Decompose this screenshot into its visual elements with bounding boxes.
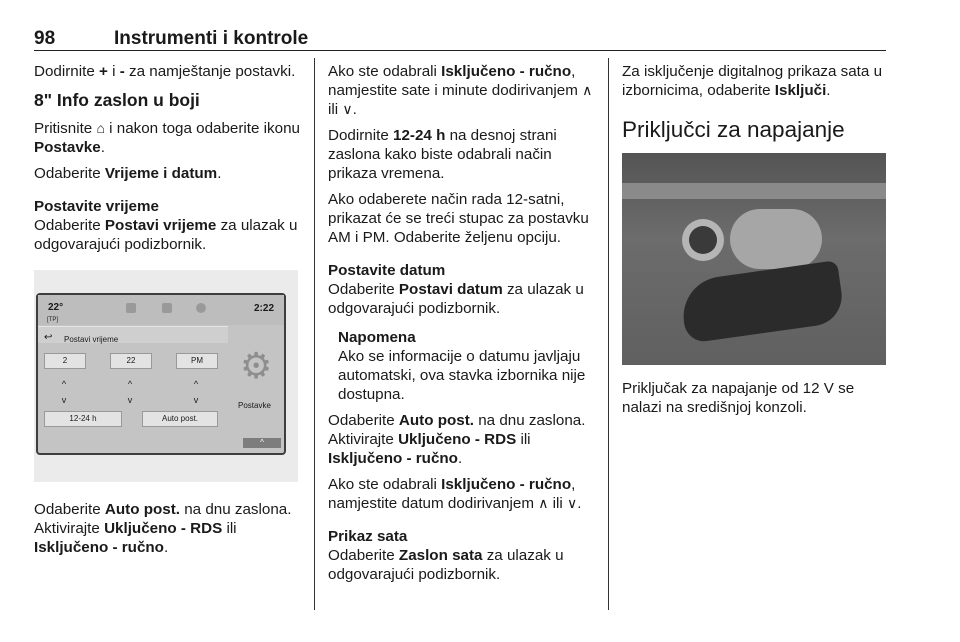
manual-date-paragraph: Ako ste odabrali Isključeno - ručno, namjestite datum dodirivanjem ∧ ili ∨. bbox=[328, 476, 582, 512]
subheading-clock-display: Prikaz sata bbox=[328, 528, 408, 545]
note-title: Napomena bbox=[338, 329, 416, 346]
gear-icon[interactable]: ⚙ bbox=[240, 345, 273, 386]
tp-indicator: [TP] bbox=[47, 317, 59, 323]
disable-clock-paragraph: Za isključenje digitalnog prikaza sata u izbornicima, odaberite Isključi. bbox=[622, 63, 883, 99]
header-rule bbox=[34, 50, 886, 51]
column-divider-1 bbox=[314, 58, 315, 610]
page-title: Instrumenti i kontrole bbox=[114, 28, 309, 49]
handbrake-lever bbox=[678, 260, 845, 344]
music-icon bbox=[126, 303, 136, 313]
manual-time-paragraph: Ako ste odabrali Isključeno - ručno, namjestite sate i minute dodirivanjem ∧ ili ∨. bbox=[328, 63, 593, 118]
home-icon: ⌂ bbox=[96, 120, 105, 136]
note-box bbox=[338, 328, 596, 404]
phone-icon bbox=[162, 303, 172, 313]
status-bar bbox=[38, 295, 284, 325]
back-arrow-icon[interactable]: ↩ bbox=[44, 332, 53, 343]
select-paragraph: Odaberite Vrijeme i datum. bbox=[34, 165, 222, 182]
hour-down-arrow[interactable]: v bbox=[61, 395, 67, 405]
set-time-paragraph: Odaberite Postavi vrijeme za ulazak u odgovarajući podizbornik. bbox=[34, 217, 298, 253]
set-date-paragraph: Odaberite Postavi datum za ulazak u odgovarajući podizbornik. bbox=[328, 281, 584, 317]
chevron-up-icon: ∧ bbox=[538, 495, 549, 511]
minute-up-arrow[interactable]: ^ bbox=[127, 379, 133, 389]
section-heading-info-display: 8" Info zaslon u boji bbox=[34, 90, 200, 110]
12-24h-button[interactable]: 12-24 h bbox=[44, 411, 122, 427]
column-1 bbox=[34, 62, 302, 564]
ampm-paragraph: Ako odaberete način rada 12-satni, prikazat će se treći stupac za postavku AM i PM. Odaberite željenu opciju. bbox=[328, 191, 589, 246]
auto-paragraph: Odaberite Auto post. na dnu zaslona. Aktivirajte Uključeno - RDS ili Isključeno - ručno. bbox=[34, 501, 292, 556]
chevron-down-icon: ∨ bbox=[567, 495, 578, 511]
12-24h-paragraph: Dodirnite 12-24 h na desnoj strani zaslona kako biste odabrali način prikaza vremena. bbox=[328, 127, 557, 182]
section-heading-power-outlets: Priključci za napajanje bbox=[622, 117, 845, 142]
page-number: 98 bbox=[34, 28, 56, 49]
subheading-set-date: Postavite datum bbox=[328, 262, 446, 279]
ampm-down-arrow[interactable]: v bbox=[193, 395, 199, 405]
display-screen bbox=[36, 293, 286, 455]
hour-field[interactable]: 2 bbox=[44, 353, 86, 369]
auto-post-button[interactable]: Auto post. bbox=[142, 411, 218, 427]
back-row[interactable] bbox=[38, 326, 228, 343]
ampm-field[interactable]: PM bbox=[176, 353, 218, 369]
info-icon bbox=[196, 303, 206, 313]
postavke-label: Postavke bbox=[238, 401, 271, 410]
temperature-readout: 22° bbox=[48, 302, 64, 313]
hour-up-arrow[interactable]: ^ bbox=[61, 379, 67, 389]
console-photo bbox=[622, 153, 886, 365]
power-outlet-caption: Priključak za napajanje od 12 V se nalazi na središnjoj konzoli. bbox=[622, 380, 855, 416]
note-text: Ako se informacije o datumu javljaju automatski, ova stavka izbornika nije dostupna. bbox=[338, 348, 586, 403]
chevron-down-icon: ∨ bbox=[342, 101, 353, 117]
power-outlet bbox=[689, 226, 717, 254]
intro-paragraph: Dodirnite + i - za namještanje postavki. bbox=[34, 63, 296, 80]
column-3 bbox=[622, 62, 890, 424]
auto-date-paragraph: Odaberite Auto post. na dnu zaslona. Aktivirajte Uključeno - RDS ili Isključeno - ručno. bbox=[328, 412, 586, 467]
console-rim bbox=[622, 183, 886, 199]
screen-illustration bbox=[34, 270, 298, 482]
ampm-up-arrow[interactable]: ^ bbox=[193, 379, 199, 389]
back-label: Postavi vrijeme bbox=[64, 335, 119, 344]
cup-holder bbox=[730, 209, 822, 269]
clock-display-paragraph: Odaberite Zaslon sata za ulazak u odgovarajući podizbornik. bbox=[328, 547, 564, 583]
column-divider-2 bbox=[608, 58, 609, 610]
minute-field[interactable]: 22 bbox=[110, 353, 152, 369]
subheading-set-time: Postavite vrijeme bbox=[34, 198, 159, 215]
clock-readout: 2:22 bbox=[253, 303, 274, 314]
chevron-up-icon: ∧ bbox=[582, 82, 593, 98]
minute-down-arrow[interactable]: v bbox=[127, 395, 133, 405]
chevron-up-button[interactable]: ^ bbox=[243, 438, 281, 448]
column-2 bbox=[328, 62, 596, 591]
press-paragraph: Pritisnite ⌂ i nakon toga odaberite ikonu Postavke. bbox=[34, 120, 300, 156]
